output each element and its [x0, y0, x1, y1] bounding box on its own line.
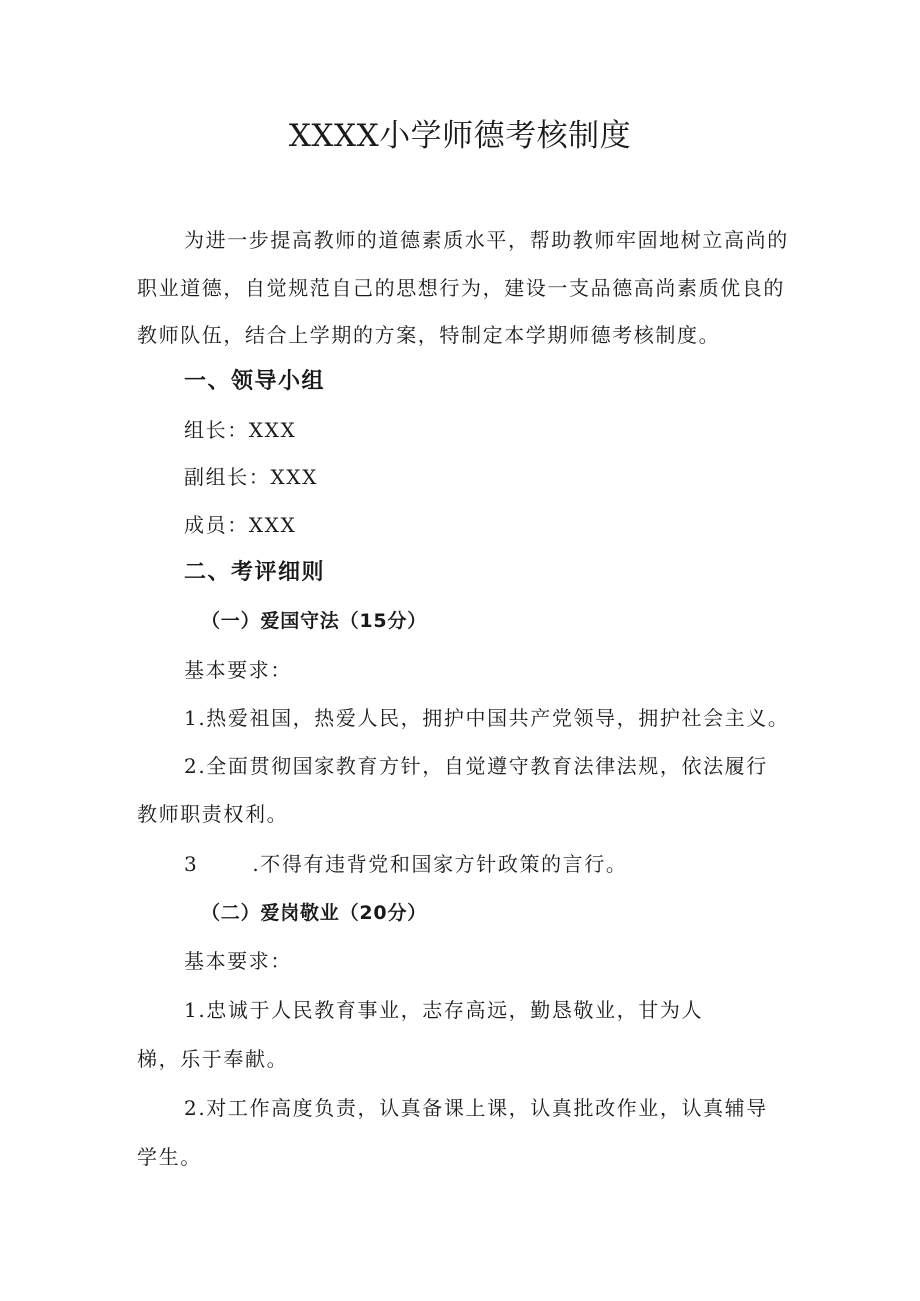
list-item-text: .不得有违背党和国家方针政策的言行。: [252, 852, 628, 876]
subsection-heading-patriotism: （一）爱国守法（15分）: [201, 610, 428, 632]
list-item: 2.对工作高度负责，认真备课上课，认真批改作业，认真辅导: [184, 1096, 768, 1120]
members-line: 成员：XXX: [184, 513, 297, 537]
list-item-continuation: 教师职责权利。: [137, 802, 289, 826]
section-heading-leadership: 一、领导小组: [184, 369, 326, 394]
leader-line: 组长：XXX: [184, 418, 297, 442]
subsection-heading-dedication: （二）爱岗敬业（20分）: [201, 902, 428, 924]
intro-line-1: 为进一步提高教师的道德素质水平，帮助教师牢固地树立高尚的: [184, 228, 789, 252]
document-title: XXXX小学师德考核制度: [288, 118, 632, 154]
requirements-label: 基本要求：: [184, 949, 292, 973]
intro-line-2: 职业道德，自觉规范自己的思想行为，建设一支品德高尚素质优良的: [137, 276, 785, 300]
list-item: 1.热爱祖国，热爱人民，拥护中国共产党领导，拥护社会主义。: [184, 706, 790, 730]
list-item: 2.全面贯彻国家教育方针，自觉遵守教育法律法规，依法履行: [184, 754, 768, 778]
list-item-continuation: 梯，乐于奉献。: [137, 1047, 289, 1071]
list-item: [184, 850, 628, 878]
list-item: 1.忠诚于人民教育事业，志存高远，勤恳敬业，甘为人: [184, 998, 704, 1022]
list-item-number: 3: [184, 852, 199, 876]
deputy-line: 副组长：XXX: [184, 465, 318, 489]
intro-line-3: 教师队伍，结合上学期的方案，特制定本学期师德考核制度。: [137, 323, 721, 347]
list-item-continuation: 学生。: [137, 1145, 202, 1169]
section-heading-criteria: 二、考评细则: [184, 560, 326, 585]
requirements-label: 基本要求：: [184, 658, 292, 682]
